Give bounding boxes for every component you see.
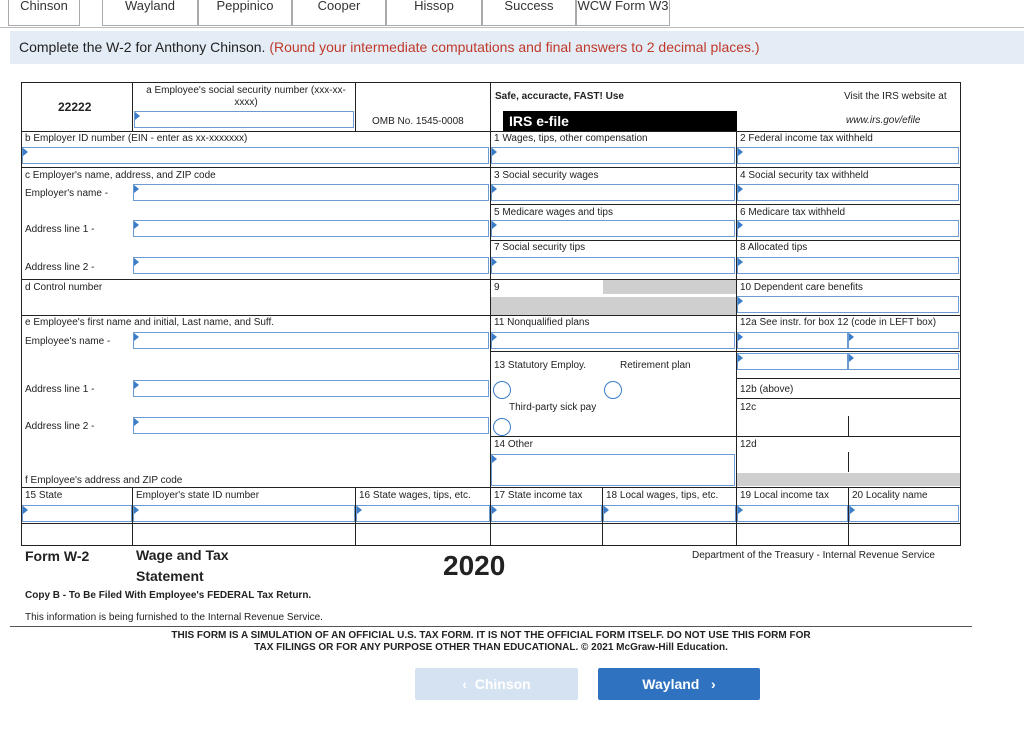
- row-c-top: [21, 167, 961, 168]
- box2-label: 2 Federal income tax withheld: [740, 133, 873, 144]
- copy-b-text: Copy B - To Be Filed With Employee's FEDERAL Tax Return.: [25, 590, 312, 601]
- box9-label: 9: [494, 282, 500, 293]
- chevron-left-icon: ‹: [462, 676, 467, 692]
- box11-input[interactable]: [491, 332, 735, 349]
- box17-label: 17 State income tax: [494, 490, 583, 501]
- box12c-label: 12c: [740, 402, 757, 413]
- tab-hissop[interactable]: Hissop: [386, 0, 482, 26]
- employee-addr1-label: Address line 1 -: [25, 384, 95, 395]
- box12d-divider: [848, 452, 849, 472]
- instruction-bar: [10, 31, 1024, 64]
- instruction-text: Complete the W-2 for Anthony Chinson.: [19, 39, 266, 55]
- employee-name-input[interactable]: [133, 332, 489, 349]
- employee-name-label: Employee's name -: [25, 336, 111, 347]
- row-15-top: [21, 487, 961, 488]
- employer-addr1-input[interactable]: [133, 220, 489, 237]
- box7-label: 7 Social security tips: [494, 242, 586, 253]
- box19-label: 19 Local income tax: [740, 490, 829, 501]
- row-12b-top: [736, 378, 961, 379]
- box12a-code-input[interactable]: [737, 332, 848, 349]
- tab-peppinico[interactable]: Peppinico: [198, 0, 292, 26]
- third-party-label: Third-party sick pay: [509, 402, 597, 413]
- row-d-top: [21, 279, 961, 280]
- box10-input[interactable]: [737, 296, 959, 313]
- tab-wcw-form-w3[interactable]: WCW Form W3: [576, 0, 670, 26]
- tab-wayland[interactable]: Wayland: [102, 0, 198, 26]
- omb-number: OMB No. 1545-0008: [372, 116, 464, 127]
- furnished-text: This information is being furnished to the Internal Revenue Service.: [25, 612, 323, 623]
- box17-input[interactable]: [491, 505, 602, 522]
- row-5-top: [490, 204, 961, 205]
- tab-cooper[interactable]: Cooper: [292, 0, 386, 26]
- ssn-label: a Employee's social security number (xxx-xx-xxxx): [146, 85, 346, 108]
- box16-label: 16 State wages, tips, etc.: [359, 490, 471, 501]
- box9-shade: [603, 280, 736, 294]
- box14-input[interactable]: [491, 454, 735, 486]
- box5-label: 5 Medicare wages and tips: [494, 207, 613, 218]
- row-e-top: [21, 315, 961, 316]
- visit-text: Visit the IRS website at: [844, 91, 947, 102]
- employer-addr2-input[interactable]: [133, 257, 489, 274]
- disclaimer-line2: TAX FILINGS OR FOR ANY PURPOSE OTHER THAN EDUCATIONAL. © 2021 McGraw-Hill Education.: [254, 642, 728, 653]
- box12d-label: 12d: [740, 439, 757, 450]
- employer-section-label: c Employer's name, address, and ZIP code: [25, 170, 216, 181]
- box18-input[interactable]: [603, 505, 736, 522]
- employer-addr2-label: Address line 2 -: [25, 262, 95, 273]
- form-bottom-border: [21, 545, 961, 546]
- employer-name-label: Employer's name -: [25, 188, 109, 199]
- tab-bar: [0, 0, 1024, 28]
- employer-addr1-label: Address line 1 -: [25, 224, 95, 235]
- employee-address-zip-label: f Employee's address and ZIP code: [25, 475, 183, 486]
- form-title-line2: Statement: [136, 568, 204, 584]
- disclaimer-line1: THIS FORM IS A SIMULATION OF AN OFFICIAL U.S. TAX FORM. IT IS NOT THE OFFICIAL FORM ITSELF. DO NOT USE THIS FORM FOR: [171, 630, 811, 641]
- row-12c-top: [736, 398, 961, 399]
- employer-name-input[interactable]: [133, 184, 489, 201]
- row-14-top: [490, 436, 961, 437]
- box6-label: 6 Medicare tax withheld: [740, 207, 846, 218]
- state-id-label: Employer's state ID number: [136, 490, 260, 501]
- treasury-dept: Department of the Treasury - Internal Revenue Service: [692, 550, 935, 561]
- row-7-top: [490, 240, 961, 241]
- box12a-label: 12a See instr. for box 12 (code in LEFT box): [740, 317, 937, 328]
- employee-section-label: e Employee's first name and initial, Last name, and Suff.: [25, 317, 275, 328]
- retirement-plan-checkbox[interactable]: [604, 381, 622, 399]
- box8-label: 8 Allocated tips: [740, 242, 808, 253]
- employee-addr2-label: Address line 2 -: [25, 421, 95, 432]
- box15-state-input[interactable]: [22, 505, 132, 522]
- state-id-input[interactable]: [133, 505, 355, 522]
- row-13-top: [490, 351, 961, 352]
- efile-label: IRS e-file: [509, 113, 569, 129]
- box20-input[interactable]: [849, 505, 959, 522]
- next-button-label: Wayland: [642, 676, 700, 692]
- box1-label: 1 Wages, tips, other compensation: [494, 133, 648, 144]
- box20-label: 20 Locality name: [852, 490, 928, 501]
- employee-addr2-input[interactable]: [133, 417, 489, 434]
- prev-button-label: Chinson: [474, 676, 531, 692]
- form-right-border: [960, 82, 961, 545]
- box4-label: 4 Social security tax withheld: [740, 170, 869, 181]
- ssn-divider: [355, 82, 356, 131]
- box12d-shade: [737, 473, 960, 486]
- box19-input[interactable]: [737, 505, 848, 522]
- box3-input[interactable]: [491, 184, 735, 201]
- box18-label: 18 Local wages, tips, etc.: [606, 490, 719, 501]
- box6-input[interactable]: [737, 220, 959, 237]
- prev-button[interactable]: [415, 668, 578, 700]
- tab-success[interactable]: Success: [482, 0, 576, 26]
- box13-label: 13 Statutory Employ.: [494, 360, 587, 371]
- chevron-right-icon: ›: [711, 676, 716, 692]
- box1-input[interactable]: [491, 147, 735, 164]
- box9-field-shade: [491, 297, 736, 315]
- ein-input[interactable]: [22, 147, 489, 164]
- box3-label: 3 Social security wages: [494, 170, 599, 181]
- box12b-label: 12b (above): [740, 384, 794, 395]
- tab-chinson[interactable]: Chinson: [8, 0, 80, 26]
- box10-label: 10 Dependent care benefits: [740, 282, 863, 293]
- third-party-sick-pay-checkbox[interactable]: [493, 418, 511, 436]
- statutory-employee-checkbox[interactable]: [493, 381, 511, 399]
- retirement-plan-label: Retirement plan: [620, 360, 691, 371]
- box12a-amount-input[interactable]: [848, 332, 959, 349]
- box8-input[interactable]: [737, 257, 959, 274]
- row-b-top: [21, 131, 961, 132]
- ein-label: b Employer ID number (EIN - enter as xx-xxxxxxx): [25, 133, 248, 144]
- next-button[interactable]: [598, 668, 760, 700]
- form-top-border: [21, 82, 961, 83]
- box12b-code-input[interactable]: [737, 353, 848, 370]
- instruction-highlight: (Round your intermediate computations and final answers to 2 decimal places.): [269, 39, 760, 55]
- box12b-amount-input[interactable]: [848, 353, 959, 370]
- disclaimer-rule: [10, 626, 972, 627]
- tab-divider: [0, 27, 1024, 28]
- irs-url: www.irs.gov/efile: [846, 115, 921, 126]
- box11-label: 11 Nonqualified plans: [494, 317, 590, 328]
- efile-banner: [503, 111, 737, 131]
- row-15-bottom: [21, 523, 961, 524]
- employee-addr1-input[interactable]: [133, 380, 489, 397]
- form-title-line1: Wage and Tax: [136, 547, 229, 563]
- box5-input[interactable]: [491, 220, 735, 237]
- form-year: 2020: [443, 550, 506, 581]
- form-name: Form W-2: [25, 548, 90, 564]
- safe-text: Safe, accuracte, FAST! Use: [495, 91, 624, 102]
- box12c-divider: [848, 416, 849, 436]
- form-code: 22222: [58, 100, 92, 114]
- box4-input[interactable]: [737, 184, 959, 201]
- box2-input[interactable]: [737, 147, 959, 164]
- box7-input[interactable]: [491, 257, 735, 274]
- box14-label: 14 Other: [494, 439, 533, 450]
- ssn-input[interactable]: [134, 111, 354, 128]
- code-divider: [132, 82, 133, 131]
- box15-label: 15 State: [25, 490, 63, 501]
- box16-input[interactable]: [356, 505, 490, 522]
- control-number-label: d Control number: [25, 282, 103, 293]
